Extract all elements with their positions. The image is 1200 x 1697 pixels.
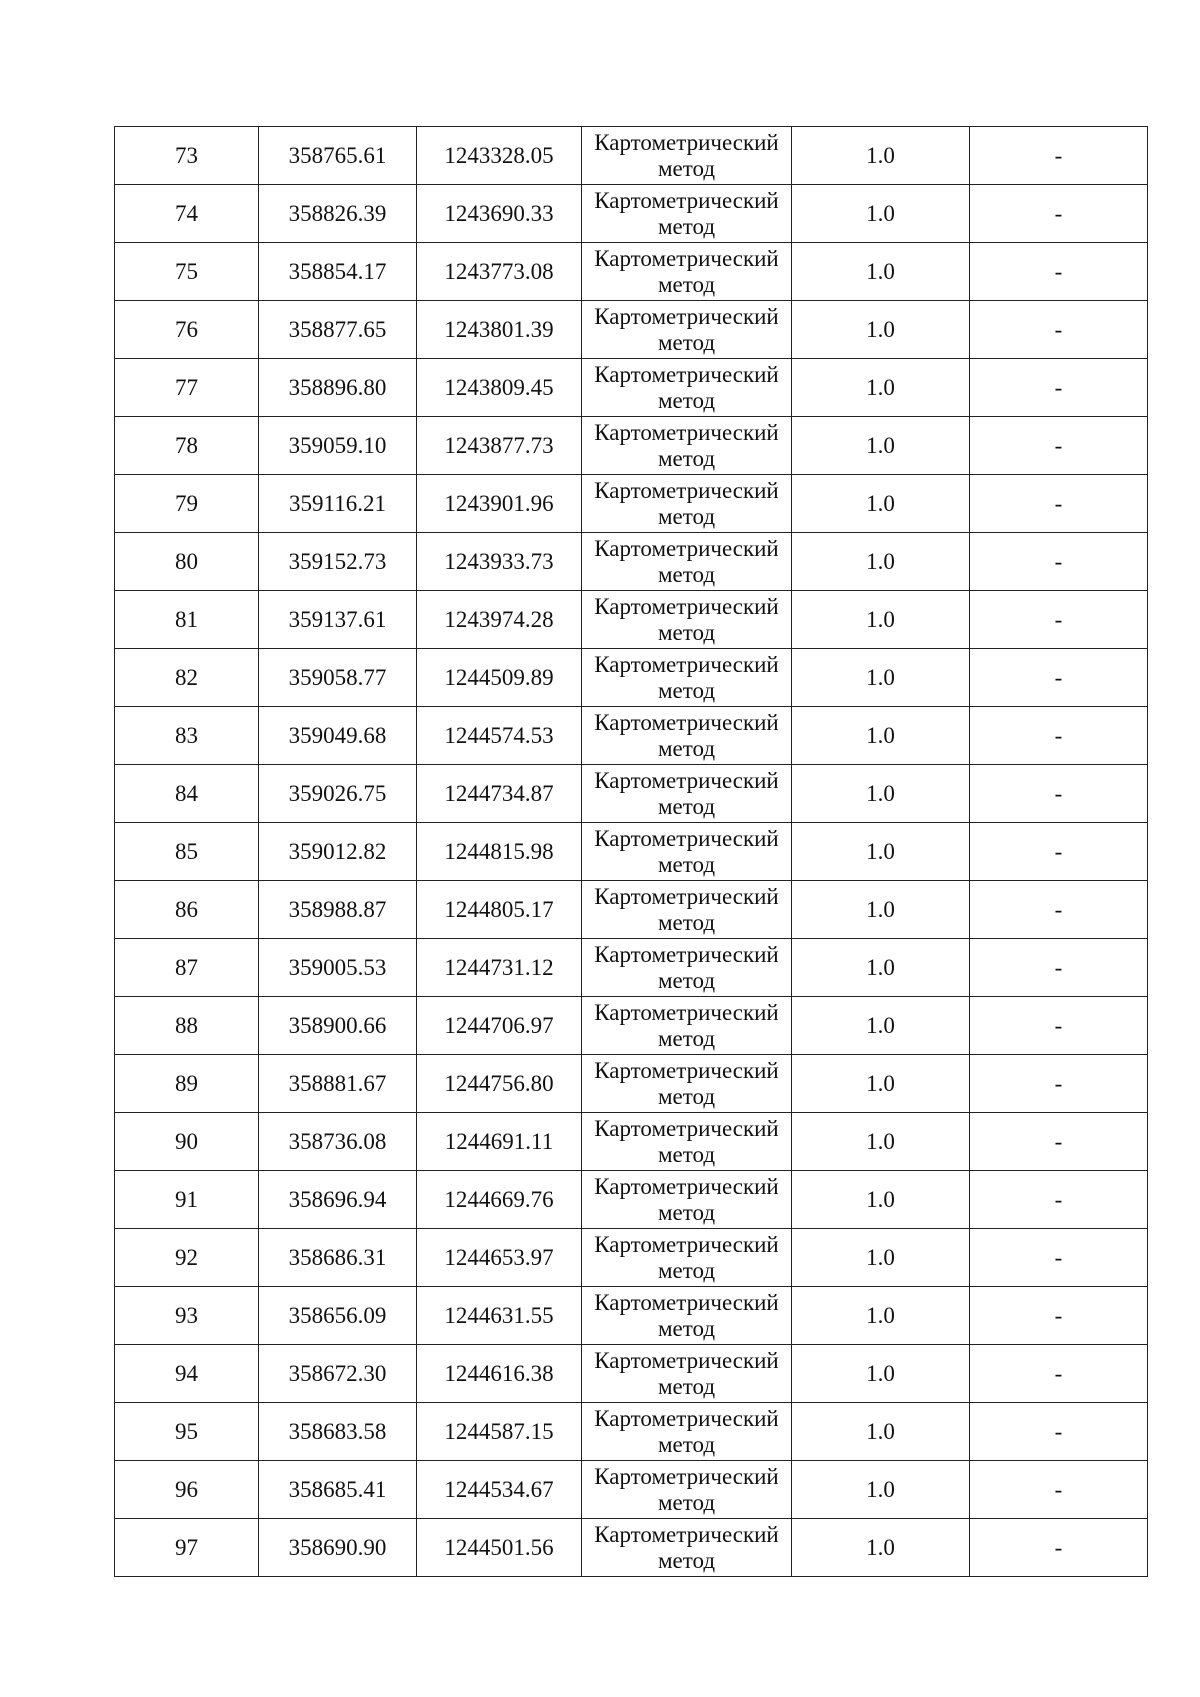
- y-coordinate-cell: 1243901.96: [417, 475, 582, 533]
- method-line-1: Картометрический: [594, 1463, 779, 1489]
- x-coordinate-cell: 358900.66: [259, 997, 417, 1055]
- method-line-2: метод: [657, 1083, 716, 1109]
- x-coordinate-cell: 358672.30: [259, 1345, 417, 1403]
- note-cell: -: [970, 1055, 1148, 1113]
- note-cell: -: [970, 765, 1148, 823]
- accuracy-cell: 1.0: [792, 1403, 970, 1461]
- table-row: [115, 707, 1148, 765]
- note-cell: -: [970, 359, 1148, 417]
- y-coordinate-cell: 1244734.87: [417, 765, 582, 823]
- method-line-1: Картометрический: [594, 535, 779, 561]
- point-number-cell: 74: [115, 185, 259, 243]
- table-row: [115, 881, 1148, 939]
- accuracy-cell: 1.0: [792, 533, 970, 591]
- method-line-2: метод: [657, 1199, 716, 1225]
- table-row: [115, 823, 1148, 881]
- accuracy-cell: 1.0: [792, 301, 970, 359]
- method-cell: [582, 533, 792, 591]
- x-coordinate-cell: 359059.10: [259, 417, 417, 475]
- x-coordinate-cell: 358826.39: [259, 185, 417, 243]
- table-row: [115, 1171, 1148, 1229]
- accuracy-cell: 1.0: [792, 649, 970, 707]
- method-line-2: метод: [657, 619, 716, 645]
- accuracy-cell: 1.0: [792, 823, 970, 881]
- method-line-2: метод: [657, 1315, 716, 1341]
- method-line-1: Картометрический: [594, 1115, 779, 1141]
- y-coordinate-cell: 1243801.39: [417, 301, 582, 359]
- point-number-cell: 96: [115, 1461, 259, 1519]
- y-coordinate-cell: 1244805.17: [417, 881, 582, 939]
- point-number-cell: 85: [115, 823, 259, 881]
- method-cell: [582, 1229, 792, 1287]
- point-number-cell: 78: [115, 417, 259, 475]
- table-row: [115, 1113, 1148, 1171]
- method-line-1: Картометрический: [594, 129, 779, 155]
- method-line-1: Картометрический: [594, 477, 779, 503]
- y-coordinate-cell: 1244756.80: [417, 1055, 582, 1113]
- table-row: [115, 533, 1148, 591]
- method-line-1: Картометрический: [594, 883, 779, 909]
- method-cell: [582, 1113, 792, 1171]
- x-coordinate-cell: 359152.73: [259, 533, 417, 591]
- note-cell: -: [970, 475, 1148, 533]
- point-number-cell: 87: [115, 939, 259, 997]
- method-line-2: метод: [657, 271, 716, 297]
- method-line-1: Картометрический: [594, 303, 779, 329]
- accuracy-cell: 1.0: [792, 881, 970, 939]
- method-cell: [582, 823, 792, 881]
- method-line-1: Картометрический: [594, 1347, 779, 1373]
- accuracy-cell: 1.0: [792, 417, 970, 475]
- point-number-cell: 77: [115, 359, 259, 417]
- method-cell: [582, 127, 792, 185]
- point-number-cell: 90: [115, 1113, 259, 1171]
- accuracy-cell: 1.0: [792, 1345, 970, 1403]
- x-coordinate-cell: 359116.21: [259, 475, 417, 533]
- x-coordinate-cell: 358686.31: [259, 1229, 417, 1287]
- table-row: [115, 1461, 1148, 1519]
- table-row: [115, 1345, 1148, 1403]
- method-line-1: Картометрический: [594, 825, 779, 851]
- table-row: [115, 591, 1148, 649]
- y-coordinate-cell: 1244534.67: [417, 1461, 582, 1519]
- x-coordinate-cell: 358765.61: [259, 127, 417, 185]
- accuracy-cell: 1.0: [792, 939, 970, 997]
- method-cell: [582, 1519, 792, 1577]
- note-cell: -: [970, 649, 1148, 707]
- accuracy-cell: 1.0: [792, 591, 970, 649]
- point-number-cell: 95: [115, 1403, 259, 1461]
- point-number-cell: 83: [115, 707, 259, 765]
- accuracy-cell: 1.0: [792, 1171, 970, 1229]
- point-number-cell: 79: [115, 475, 259, 533]
- accuracy-cell: 1.0: [792, 1055, 970, 1113]
- method-line-2: метод: [657, 851, 716, 877]
- table-row: [115, 127, 1148, 185]
- method-line-2: метод: [657, 561, 716, 587]
- point-number-cell: 94: [115, 1345, 259, 1403]
- y-coordinate-cell: 1244509.89: [417, 649, 582, 707]
- method-line-2: метод: [657, 1431, 716, 1457]
- x-coordinate-cell: 359049.68: [259, 707, 417, 765]
- table-row: [115, 1055, 1148, 1113]
- accuracy-cell: 1.0: [792, 475, 970, 533]
- x-coordinate-cell: 359026.75: [259, 765, 417, 823]
- accuracy-cell: 1.0: [792, 1461, 970, 1519]
- x-coordinate-cell: 359058.77: [259, 649, 417, 707]
- method-line-1: Картометрический: [594, 999, 779, 1025]
- x-coordinate-cell: 358881.67: [259, 1055, 417, 1113]
- method-cell: [582, 1461, 792, 1519]
- method-cell: [582, 1055, 792, 1113]
- method-cell: [582, 417, 792, 475]
- method-line-1: Картометрический: [594, 361, 779, 387]
- accuracy-cell: 1.0: [792, 243, 970, 301]
- method-line-1: Картометрический: [594, 1057, 779, 1083]
- point-number-cell: 84: [115, 765, 259, 823]
- table-row: [115, 475, 1148, 533]
- method-line-2: метод: [657, 793, 716, 819]
- method-cell: [582, 1171, 792, 1229]
- method-line-2: метод: [657, 155, 716, 181]
- x-coordinate-cell: 358685.41: [259, 1461, 417, 1519]
- table-row: [115, 359, 1148, 417]
- note-cell: -: [970, 417, 1148, 475]
- method-line-2: метод: [657, 445, 716, 471]
- method-cell: [582, 1403, 792, 1461]
- table-row: [115, 1519, 1148, 1577]
- method-line-2: метод: [657, 213, 716, 239]
- x-coordinate-cell: 359137.61: [259, 591, 417, 649]
- method-line-2: метод: [657, 329, 716, 355]
- table-row: [115, 1229, 1148, 1287]
- accuracy-cell: 1.0: [792, 127, 970, 185]
- y-coordinate-cell: 1243809.45: [417, 359, 582, 417]
- x-coordinate-cell: 358896.80: [259, 359, 417, 417]
- method-line-2: метод: [657, 1373, 716, 1399]
- y-coordinate-cell: 1244631.55: [417, 1287, 582, 1345]
- note-cell: -: [970, 1461, 1148, 1519]
- method-cell: [582, 243, 792, 301]
- y-coordinate-cell: 1244706.97: [417, 997, 582, 1055]
- method-line-2: метод: [657, 1257, 716, 1283]
- note-cell: -: [970, 881, 1148, 939]
- method-line-1: Картометрический: [594, 651, 779, 677]
- y-coordinate-cell: 1244653.97: [417, 1229, 582, 1287]
- method-cell: [582, 765, 792, 823]
- method-line-1: Картометрический: [594, 419, 779, 445]
- coordinates-table: [114, 126, 1148, 1577]
- table-row: [115, 1403, 1148, 1461]
- x-coordinate-cell: 358683.58: [259, 1403, 417, 1461]
- y-coordinate-cell: 1244669.76: [417, 1171, 582, 1229]
- accuracy-cell: 1.0: [792, 359, 970, 417]
- note-cell: -: [970, 1229, 1148, 1287]
- note-cell: -: [970, 1519, 1148, 1577]
- note-cell: -: [970, 127, 1148, 185]
- y-coordinate-cell: 1244691.11: [417, 1113, 582, 1171]
- table-row: [115, 243, 1148, 301]
- note-cell: -: [970, 823, 1148, 881]
- y-coordinate-cell: 1244574.53: [417, 707, 582, 765]
- table-row: [115, 939, 1148, 997]
- x-coordinate-cell: 358696.94: [259, 1171, 417, 1229]
- method-line-2: метод: [657, 909, 716, 935]
- method-cell: [582, 185, 792, 243]
- point-number-cell: 93: [115, 1287, 259, 1345]
- point-number-cell: 88: [115, 997, 259, 1055]
- accuracy-cell: 1.0: [792, 1113, 970, 1171]
- method-line-1: Картометрический: [594, 1173, 779, 1199]
- x-coordinate-cell: 359005.53: [259, 939, 417, 997]
- y-coordinate-cell: 1243877.73: [417, 417, 582, 475]
- method-cell: [582, 707, 792, 765]
- point-number-cell: 75: [115, 243, 259, 301]
- method-cell: [582, 1287, 792, 1345]
- accuracy-cell: 1.0: [792, 1519, 970, 1577]
- note-cell: -: [970, 301, 1148, 359]
- table-row: [115, 417, 1148, 475]
- note-cell: -: [970, 1171, 1148, 1229]
- table-row: [115, 997, 1148, 1055]
- method-cell: [582, 301, 792, 359]
- accuracy-cell: 1.0: [792, 707, 970, 765]
- accuracy-cell: 1.0: [792, 185, 970, 243]
- method-line-1: Картометрический: [594, 593, 779, 619]
- note-cell: -: [970, 185, 1148, 243]
- method-line-2: метод: [657, 1025, 716, 1051]
- method-line-2: метод: [657, 735, 716, 761]
- x-coordinate-cell: 358656.09: [259, 1287, 417, 1345]
- method-line-2: метод: [657, 1141, 716, 1167]
- method-cell: [582, 475, 792, 533]
- method-line-1: Картометрический: [594, 941, 779, 967]
- table-row: [115, 649, 1148, 707]
- accuracy-cell: 1.0: [792, 997, 970, 1055]
- method-cell: [582, 591, 792, 649]
- x-coordinate-cell: 358877.65: [259, 301, 417, 359]
- y-coordinate-cell: 1244501.56: [417, 1519, 582, 1577]
- x-coordinate-cell: 358854.17: [259, 243, 417, 301]
- method-line-1: Картометрический: [594, 1289, 779, 1315]
- x-coordinate-cell: 358690.90: [259, 1519, 417, 1577]
- note-cell: -: [970, 997, 1148, 1055]
- x-coordinate-cell: 358988.87: [259, 881, 417, 939]
- note-cell: -: [970, 939, 1148, 997]
- point-number-cell: 89: [115, 1055, 259, 1113]
- method-line-1: Картометрический: [594, 767, 779, 793]
- method-cell: [582, 997, 792, 1055]
- method-line-2: метод: [657, 677, 716, 703]
- method-line-1: Картометрический: [594, 1231, 779, 1257]
- method-cell: [582, 939, 792, 997]
- y-coordinate-cell: 1243690.33: [417, 185, 582, 243]
- table-row: [115, 185, 1148, 243]
- table-row: [115, 301, 1148, 359]
- point-number-cell: 73: [115, 127, 259, 185]
- point-number-cell: 81: [115, 591, 259, 649]
- note-cell: -: [970, 1345, 1148, 1403]
- method-cell: [582, 881, 792, 939]
- method-line-1: Картометрический: [594, 245, 779, 271]
- table-row: [115, 1287, 1148, 1345]
- point-number-cell: 80: [115, 533, 259, 591]
- y-coordinate-cell: 1244731.12: [417, 939, 582, 997]
- table-body: [115, 127, 1148, 1577]
- note-cell: -: [970, 1403, 1148, 1461]
- method-cell: [582, 359, 792, 417]
- method-cell: [582, 649, 792, 707]
- y-coordinate-cell: 1244815.98: [417, 823, 582, 881]
- y-coordinate-cell: 1243933.73: [417, 533, 582, 591]
- y-coordinate-cell: 1244587.15: [417, 1403, 582, 1461]
- point-number-cell: 91: [115, 1171, 259, 1229]
- note-cell: -: [970, 533, 1148, 591]
- method-line-1: Картометрический: [594, 1405, 779, 1431]
- y-coordinate-cell: 1243328.05: [417, 127, 582, 185]
- y-coordinate-cell: 1244616.38: [417, 1345, 582, 1403]
- point-number-cell: 76: [115, 301, 259, 359]
- accuracy-cell: 1.0: [792, 1287, 970, 1345]
- method-line-2: метод: [657, 503, 716, 529]
- note-cell: -: [970, 1287, 1148, 1345]
- method-cell: [582, 1345, 792, 1403]
- note-cell: -: [970, 1113, 1148, 1171]
- method-line-2: метод: [657, 1489, 716, 1515]
- method-line-1: Картометрический: [594, 709, 779, 735]
- point-number-cell: 92: [115, 1229, 259, 1287]
- x-coordinate-cell: 358736.08: [259, 1113, 417, 1171]
- method-line-2: метод: [657, 1547, 716, 1573]
- note-cell: -: [970, 591, 1148, 649]
- y-coordinate-cell: 1243773.08: [417, 243, 582, 301]
- point-number-cell: 97: [115, 1519, 259, 1577]
- method-line-1: Картометрический: [594, 1521, 779, 1547]
- note-cell: -: [970, 707, 1148, 765]
- method-line-1: Картометрический: [594, 187, 779, 213]
- note-cell: -: [970, 243, 1148, 301]
- point-number-cell: 82: [115, 649, 259, 707]
- y-coordinate-cell: 1243974.28: [417, 591, 582, 649]
- accuracy-cell: 1.0: [792, 1229, 970, 1287]
- accuracy-cell: 1.0: [792, 765, 970, 823]
- method-line-2: метод: [657, 967, 716, 993]
- table-row: [115, 765, 1148, 823]
- method-line-2: метод: [657, 387, 716, 413]
- x-coordinate-cell: 359012.82: [259, 823, 417, 881]
- point-number-cell: 86: [115, 881, 259, 939]
